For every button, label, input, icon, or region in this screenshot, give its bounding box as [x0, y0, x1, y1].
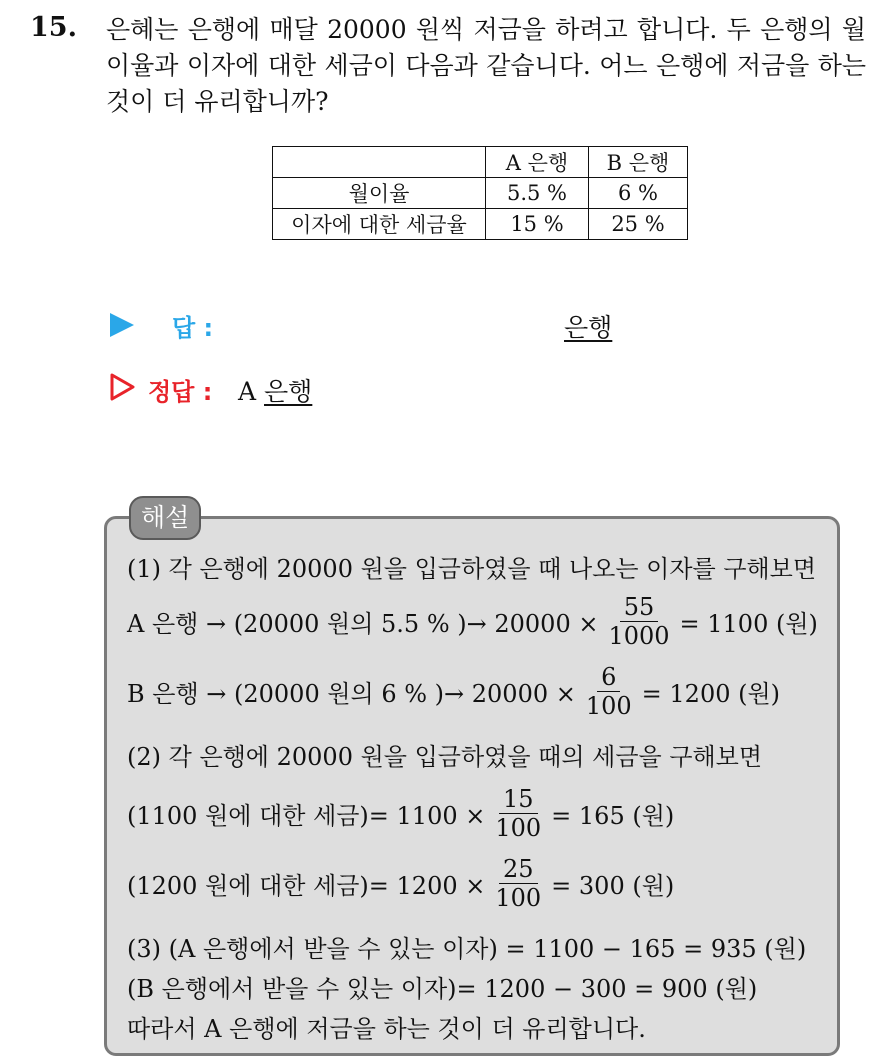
correct-answer-row [110, 368, 710, 408]
fraction-denominator: 100 [585, 692, 632, 720]
table-cell: 6 % [589, 178, 688, 209]
fraction [491, 785, 545, 842]
fraction-numerator: 55 [620, 593, 659, 622]
table-header-cell [273, 147, 486, 178]
answer-row [110, 304, 710, 344]
fraction [604, 593, 673, 650]
answer-label: 답 : [172, 314, 214, 342]
explanation-line-8: (B 은행에서 받을 수 있는 이자)= 1200 − 300 = 900 (원) [127, 975, 758, 1003]
equation-text: (1200 원에 대한 세금)= 1200 × [127, 872, 486, 900]
table-header-cell: B 은행 [589, 147, 688, 178]
fraction-denominator: 100 [495, 814, 542, 842]
table-cell: 이자에 대한 세금율 [273, 209, 486, 240]
table-header-row [273, 147, 688, 178]
equation-result: = 165 (원) [551, 802, 675, 830]
outline-play-icon [110, 373, 136, 401]
explanation-box [104, 516, 840, 1056]
correct-answer-label: 정답 : [148, 378, 213, 406]
correct-answer-underlined: 은행 [264, 377, 313, 406]
table-row [273, 209, 688, 240]
fraction-denominator: 100 [495, 884, 542, 912]
problem-text: 은혜는 은행에 매달 20000 원씩 저금을 하려고 합니다. 두 은행의 월이율과 이자에 대한 세금이 다음과 같습니다. 어느 은행에 저금을 하는 것이 더 유리합니까? [106, 15, 866, 116]
explanation-line-2 [127, 593, 818, 650]
answer-blank[interactable]: 은행 [564, 313, 613, 342]
explanation-line-6 [127, 855, 674, 912]
equation-text: (1100 원에 대한 세금)= 1100 × [127, 802, 486, 830]
equation-result: = 1200 (원) [641, 680, 781, 708]
fraction-numerator: 25 [499, 855, 538, 884]
table-cell: 15 % [486, 209, 589, 240]
table-cell: 5.5 % [486, 178, 589, 209]
equation-result: = 1100 (원) [679, 610, 818, 638]
play-icon [110, 313, 134, 337]
fraction-numerator: 15 [499, 785, 538, 814]
equation-text: B 은행 → (20000 원의 6 % )→ 20000 × [127, 680, 576, 708]
table-row [273, 178, 688, 209]
explanation-line-5 [127, 785, 674, 842]
correct-answer-prefix: A [238, 377, 257, 406]
explanation-line-1: (1) 각 은행에 20000 원을 입금하였을 때 나오는 이자를 구해보면 [127, 555, 817, 583]
table-header-cell: A 은행 [486, 147, 589, 178]
correct-answer-value [238, 372, 312, 408]
explanation-line-4: (2) 각 은행에 20000 원을 입금하였을 때의 세금을 구해보면 [127, 743, 763, 771]
problem-number: 15. [30, 12, 77, 43]
equation-text: A 은행 → (20000 원의 5.5 % )→ 20000 × [127, 610, 599, 638]
fraction-denominator: 1000 [608, 622, 670, 650]
explanation-line-7: (3) (A 은행에서 받을 수 있는 이자) = 1100 − 165 = 935 (원) [127, 935, 807, 963]
explanation-tab: 해설 [129, 496, 201, 540]
fraction [582, 663, 636, 720]
explanation-line-9: 따라서 A 은행에 저금을 하는 것이 더 유리합니다. [127, 1015, 646, 1043]
table-cell: 월이율 [273, 178, 486, 209]
equation-result: = 300 (원) [551, 872, 675, 900]
explanation-line-3 [127, 663, 780, 720]
rate-table [272, 146, 688, 240]
table-cell: 25 % [589, 209, 688, 240]
fraction [491, 855, 545, 912]
fraction-numerator: 6 [597, 663, 620, 692]
